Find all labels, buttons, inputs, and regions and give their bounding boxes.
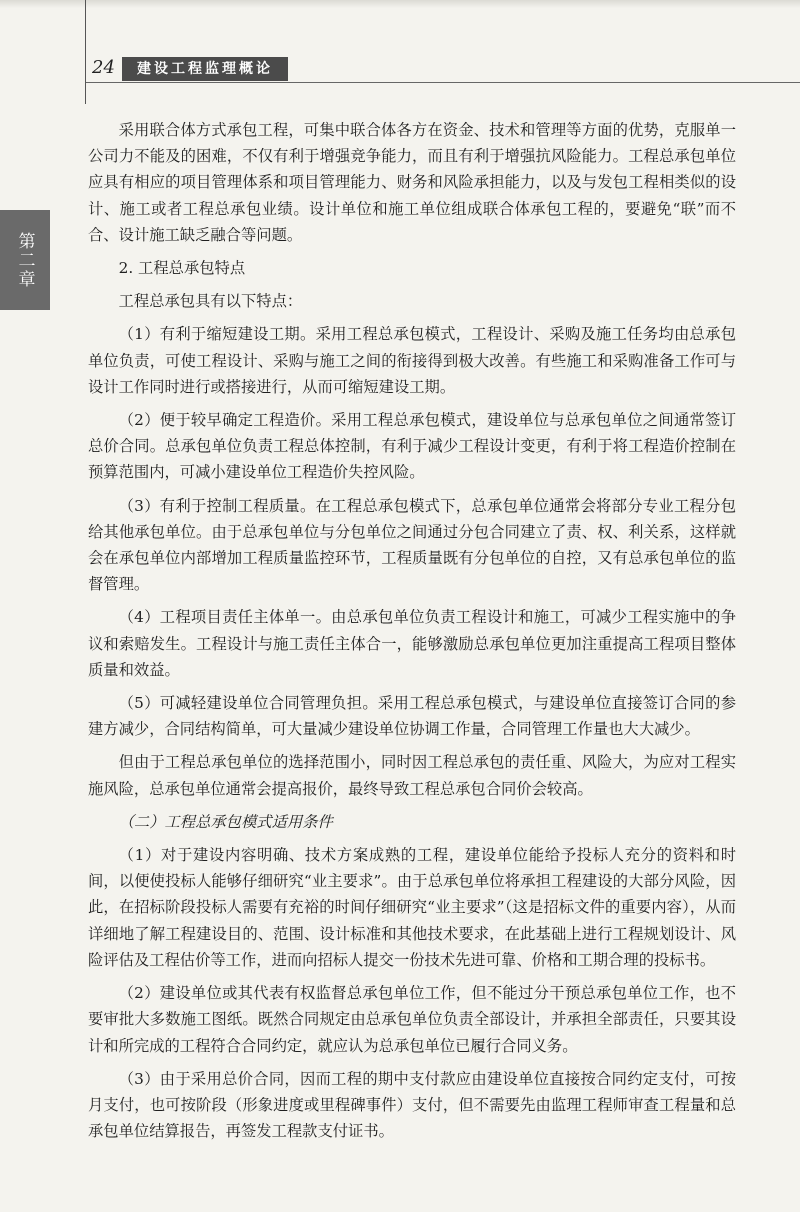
paragraph-consortium: 采用联合体方式承包工程，可集中联合体各方在资金、技术和管理等方面的优势，克服单一公司力不能及的困难，不仅有利于增强竞争能力，而且有利于增强抗风险能力。工程总承包单位应具有相应的项目管理体系和项目管理能力、财务和风险承担能力，以及与发包工程相类似的设计、施工或者工程总承包业绩。设计单位和施工单位组成联合体承包工程的，要避免“联”而不合、设计施工缺乏融合等问题。 bbox=[88, 121, 736, 244]
list-item-feature-4: （4）工程项目责任主体单一。由总承包单位负责工程设计和施工，可减少工程实施中的争议和索赔发生。工程设计与施工责任主体合一，能够激励总承包单位更加注重提高工程项目整体质量和效益。 bbox=[88, 608, 736, 679]
chapter-tab: 第二章 bbox=[0, 210, 50, 310]
list-item-feature-2: （2）便于较早确定工程造价。采用工程总承包模式，建设单位与总承包单位之间通常签订总价合同。总承包单位负责工程总体控制，有利于减少工程设计变更，有利于将工程造价控制在预算范围内，可减小建设单位工程造价失控风险。 bbox=[88, 411, 736, 482]
list-item-condition-1: （1）对于建设内容明确、技术方案成熟的工程，建设单位能给予投标人充分的资料和时间，以便使投标人能够仔细研究“业主要求”。由于总承包单位将承担工程建设的大部分风险，因此，在招标阶段投标人需要有充裕的时间仔细研究“业主要求”（这是招标文件的重要内容），从而详细地了解工程建设目的、范围、设计标准和其他技术要求，在此基础上进行工程规划设计、风险评估及工程估价等工作，进而向招标人提交一份技术先进可靠、价格和工期合理的投标书。 bbox=[88, 846, 736, 969]
page-body bbox=[88, 117, 736, 1151]
top-edge-shadow bbox=[0, 0, 800, 8]
list-item-feature-3: （3）有利于控制工程质量。在工程总承包模式下，总承包单位通常会将部分专业工程分包给其他承包单位。由于总承包单位与分包单位之间通过分包合同建立了责、权、利关系，这样就会在承包单位内部增加工程质量监控环节，工程质量既有分包单位的自控，又有总承包单位的监督管理。 bbox=[88, 496, 736, 594]
header-vertical-rule bbox=[85, 0, 86, 104]
running-header-title: 建设工程监理概论 bbox=[122, 57, 288, 81]
section-heading-features: 2. 工程总承包特点 bbox=[118, 259, 246, 278]
list-item-condition-2: （2）建设单位或其代表有权监督总承包单位工作，但不能过分干预总承包单位工作，也不要审批大多数施工图纸。既然合同规定由总承包单位负责全部设计，并承担全部责任，只要其设计和所完成的工程符合合同约定，就应认为总承包单位已履行合同义务。 bbox=[88, 984, 736, 1055]
paragraph-price-risk: 但由于工程总承包单位的选择范围小，同时因工程总承包的责任重、风险大，为应对工程实施风险，总承包单位通常会提高报价，最终导致工程总承包合同价会较高。 bbox=[88, 753, 736, 798]
section-heading-conditions: （二）工程总承包模式适用条件 bbox=[118, 812, 333, 831]
page-number: 24 bbox=[92, 57, 115, 78]
list-item-feature-1: （1）有利于缩短建设工期。采用工程总承包模式，工程设计、采购及施工任务均由总承包单位负责，可使工程设计、采购与施工之间的衔接得到极大改善。有些施工和采购准备工作可与设计工作同时进行或搭接进行，从而可缩短建设工期。 bbox=[88, 325, 736, 396]
list-item-feature-5: （5）可减轻建设单位合同管理负担。采用工程总承包模式，与建设单位直接签订合同的参建方减少，合同结构简单，可大量减少建设单位协调工作量，合同管理工作量也大大减少。 bbox=[88, 694, 736, 739]
list-item-condition-3: （3）由于采用总价合同，因而工程的期中支付款应由建设单位直接按合同约定支付，可按月支付，也可按阶段（形象进度或里程碑事件）支付，但不需要先由监理工程师审查工程量和总承包单位结算报告，再签发工程款支付证书。 bbox=[88, 1069, 736, 1141]
header-horizontal-rule bbox=[86, 82, 800, 83]
paragraph-features-intro: 工程总承包具有以下特点： bbox=[118, 292, 303, 311]
